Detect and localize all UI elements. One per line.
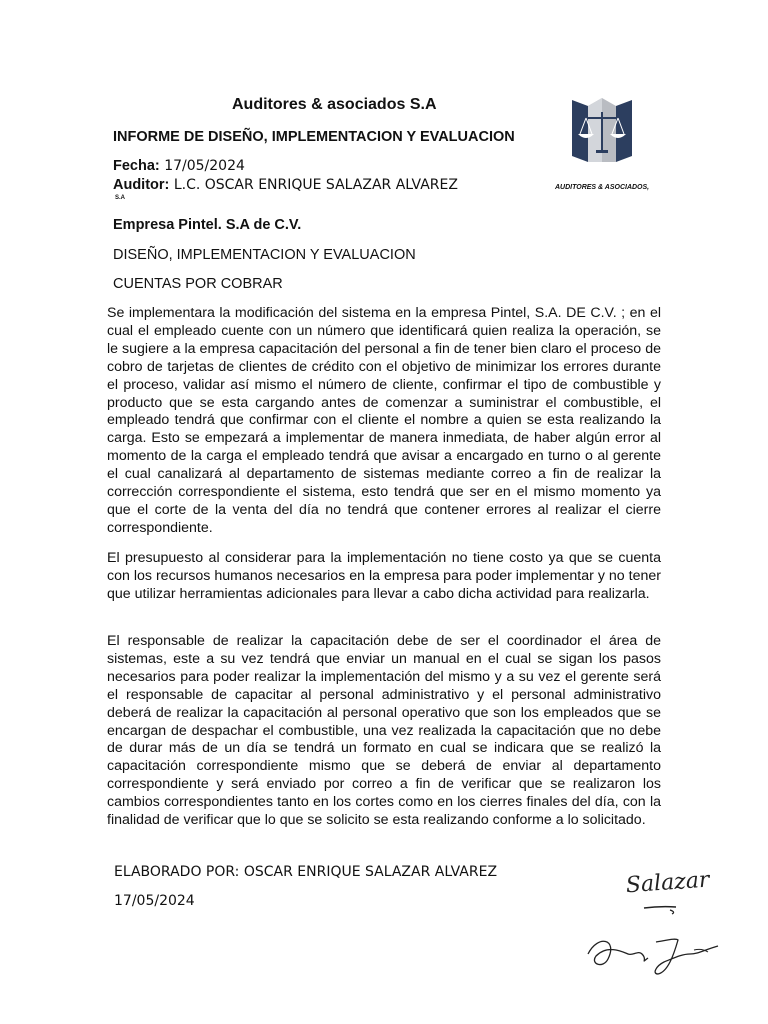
body-paragraph: Se implementara la modificación del sistema en la empresa Pintel, S.A. DE C.V. ; en el cual el empleado cuente con un número que identificará quien realiza la operación, se le sugiere a la empresa capacitación del personal a fin de tener bien claro el proceso de cobro de tarjetas de clientes de crédito con el objetivo de minimizar los errores durante el proceso, validar así mismo el número de cliente, confirmar el tipo de combustible y producto que se esta cargando antes de comenzar a suministrar el combustible, el empleado tendrá que confirmar con el cliente el nombre a quien se esta realizando la carga. Esto se empezará a implementar de manera inmediata, de haber algún error al momento de la carga el empleado tendrá que avisar a encargado en turno o al gerente el cual canalizará al departamento de sistemas mediante correo a fin de realizar la corrección correspondiente el sistema, esto tendrá que ser en el mismo momento ya que el corte de la venta del día no tendrá que contener errores al realizar el cierre correspondiente. [107,305,661,536]
fecha-label: Fecha: [113,158,160,174]
logo-caption-suffix: S.A [115,195,126,201]
signature-salazar [620,860,720,920]
scales-logo-icon [566,92,638,164]
section-heading: DISEÑO, IMPLEMENTACION Y EVALUACION [113,247,416,263]
svg-text:Salazar: Salazar [625,867,711,899]
elaborado-por: ELABORADO POR: OSCAR ENRIQUE SALAZAR ALVAREZ [114,864,498,880]
fecha-value: 17/05/2024 [164,158,245,174]
signature-scribble [578,924,738,984]
auditor-line [113,177,458,193]
company-title: Auditores & asociados S.A [232,96,437,113]
fecha-line [113,158,245,174]
final-date: 17/05/2024 [114,893,195,909]
company-name: Empresa Pintel. S.A de C.V. [113,217,302,233]
logo-caption: AUDITORES & ASOCIADOS, [555,184,650,191]
auditor-value: L.C. OSCAR ENRIQUE SALAZAR ALVAREZ [173,177,458,193]
body-paragraph: El presupuesto al considerar para la implementación no tiene costo ya que se cuenta con los recursos humanos necesarios en la empresa para poder implementar y no tener que utilizar herramientas adicionales para llevar a cabo dicha actividad para realizarla. [107,550,661,602]
subsection-heading: CUENTAS POR COBRAR [113,276,283,292]
auditor-label: Auditor: [113,177,170,193]
body-paragraph: El responsable de realizar la capacitación debe de ser el coordinador el área de sistemas, este a su vez tendrá que enviar un manual en el cual se sigan los pasos necesarios para poder realizar la implementación del mismo y a su vez el gerente será el responsable de capacitar al personal administrativo y el personal administrativo deberá de realizar la capacitación al personal operativo que son los empleados que se encargan de despachar el combustible, una vez realizada la capacitación que no debe de durar más de un día se tendrá un formato en cual se indicara que se realizó la capacitación correspondiente mismo que se deberá de enviar al departamento correspondiente y será enviado por correo a fin de verificar que se realizaron los cambios correspondientes tanto en los cortes como en los cierres finales del día, con la finalidad de verificar que lo que se solicito se esta realizando conforme a lo solicitado. [107,633,661,829]
company-logo [566,92,638,164]
report-title: INFORME DE DISEÑO, IMPLEMENTACION Y EVALUACION [113,129,515,145]
